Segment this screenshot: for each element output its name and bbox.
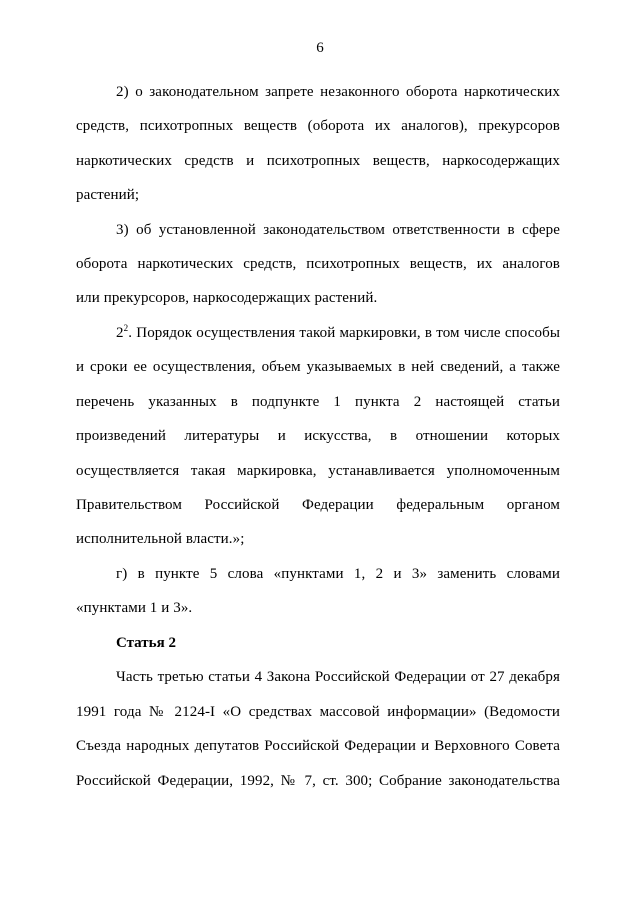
text-line: произведений литературы и искусства, в отношении которых	[76, 428, 560, 444]
text-line: Российской Федерации, 1992, № 7, ст. 300; Собрание законодательства	[76, 773, 560, 789]
text-line: «пунктами 1 и 3».	[76, 600, 193, 616]
text-line: исполнительной власти.»;	[76, 531, 245, 547]
article-heading: Статья 2	[116, 635, 176, 651]
text-line: перечень указанных в подпункте 1 пункта 2 настоящей статьи	[76, 394, 560, 410]
text-line: 2) о законодательном запрете незаконного оборота наркотических	[116, 84, 560, 100]
text-line: осуществляется такая маркировка, устанавливается уполномоченным	[76, 463, 560, 479]
text-line: растений;	[76, 187, 140, 203]
text-line: $2^2$. Порядок осуществления такой маркировки, в том числе способы	[116, 323, 560, 341]
text-line: Съезда народных депутатов Российской Федерации и Верховного Совета	[76, 738, 560, 754]
text-line: Правительством Российской Федерации федеральным органом	[76, 497, 560, 513]
text-line: или прекурсоров, наркосодержащих растений.	[76, 290, 378, 306]
text-line: и сроки ее осуществления, объем указываемых в ней сведений, а также	[76, 359, 560, 375]
text-line: 1991 года № 2124-I «О средствах массовой информации» (Ведомости	[76, 704, 560, 720]
text-line: 3) об установленной законодательством ответственности в сфере	[116, 222, 560, 238]
text-line: оборота наркотических средств, психотропных веществ, их аналогов	[76, 256, 560, 272]
text-line: г) в пункте 5 слова «пунктами 1, 2 и 3» заменить словами	[116, 566, 560, 582]
text-line: наркотических средств и психотропных веществ, наркосодержащих	[76, 153, 560, 169]
paragraph-number: $2^2$	[116, 323, 129, 341]
page-number: 6	[316, 40, 324, 56]
text-line: средств, психотропных веществ (оборота их аналогов), прекурсоров	[76, 118, 560, 134]
text-line: Часть третью статьи 4 Закона Российской Федерации от 27 декабря	[116, 669, 560, 685]
